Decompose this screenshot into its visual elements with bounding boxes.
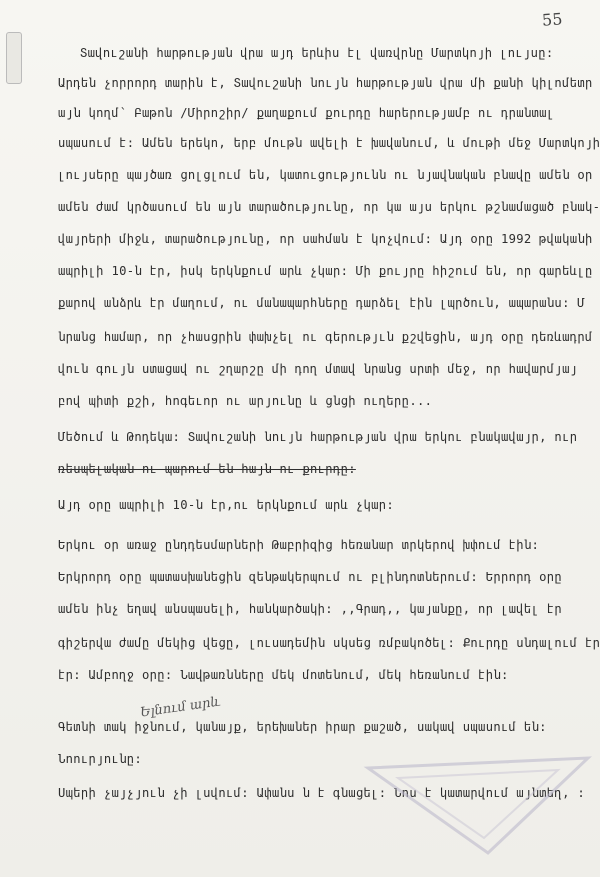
- text-line: Նոուրյունը:: [58, 752, 143, 766]
- text-line: քարով անձրև էր մաղում, ու մանապարհները դարձել էին լպրծուն, ապարանս: Մ: [58, 296, 585, 310]
- text-line: այն կողմ՝ Բաթոն /Միրոշիր/ քաղաքում քուրդը հարերությամբ ու դրանտալ: [58, 106, 555, 120]
- text-line: ամեն ժամ կրծասում են այն տարածությունը, որ կա այս երկու թշնամացած բնակ-: [58, 200, 600, 214]
- page-number: 55: [541, 9, 563, 30]
- text-line: գիշերվա ժամը մեկից վեցը, լուսադեմին սկսեց ռմբակոծել: Քուրդը սնդալում էր: [58, 636, 600, 650]
- text-line: վուն գույն ստացավ ու շղարշը մի դող մտավ նրանց սրտի մեջ, որ հավարմյայ: [58, 362, 578, 376]
- text-line: Երկու օր առաջ ընդդեսմարների Թաբրիզից հեռանար տրկերով խփում էին:: [58, 538, 540, 552]
- text-line: էր: Ամբողջ օրը: Նավթառնները մեկ մոտենում, մեկ հեռանում էին:: [58, 668, 509, 682]
- struck-line: ռեսպելական ու պարում են հայն ու քուրդը:: [58, 462, 356, 476]
- text-line: Երկրորդ օրը պատասխանեցին զենթակերպում ու բլինդոտներում: Երրորդ օրը: [58, 570, 563, 584]
- text-line: Արդեն չորրորդ տարին է, Տավուշանի նույն հարթության վրա մի քանի կիլոմետր: [58, 76, 593, 90]
- handwritten-annotation: Ելնում արև: [139, 694, 222, 721]
- text-line: ամեն ինչ եղավ անսպասելի, հանկարծակի: ,,Գրադ,, կայանքը, որ լավել էր: [58, 602, 563, 616]
- text-line: Տավուշանի հարթության վրա այդ երևիս էլ վառվրնը Մարտկոյի լույսը:: [80, 46, 554, 60]
- text-line: Մեծում և Թոդեկա: Տավուշանի նույն հարթության վրա երկու բնակավայր, ուր: [58, 430, 578, 444]
- text-line: ապրիլի 10-ն էր, իսկ երկնքում արև չկար: Մի քույրը հիշում են, որ գարեևլը: [58, 264, 593, 278]
- text-line: Այդ օրը ապրիլի 10-ն էր,ու երկնքում արև չկար:: [58, 498, 395, 512]
- text-line: Գետնի տակ իջնում, կանայք, երեխաներ իրար քաշած, սակավ սպասում են:: [58, 720, 547, 734]
- text-line: վայրերի միջև, տարածությունը, որ սահման է կոչվում: Այդ օրը 1992 թվականի: [58, 232, 593, 246]
- text-line: բով պիտի քշի, հոգեւոր ու արյունը և ցնցի ուղերը...: [58, 394, 433, 408]
- text-line: Սպերի չայչյուն չի լսվում: Ափանս ն է գնացել: Նոս է կատարվում այնտեղ, :: [58, 786, 585, 800]
- text-line: սպասում է: Ամեն երեկո, երբ մութն ավելի է խավանում, և մութի մեջ Մարտկոյի: [58, 136, 600, 150]
- text-line: նրանց համար, որ չհասցրին փախչել ու գերությւն քշվեցին, այդ օրը դեռևադրմ: [58, 330, 593, 344]
- text-line: լույսերը պայծառ ցոլցլում են, կատուցությունն ու նյավնական բնավը ամեն օր: [58, 168, 593, 182]
